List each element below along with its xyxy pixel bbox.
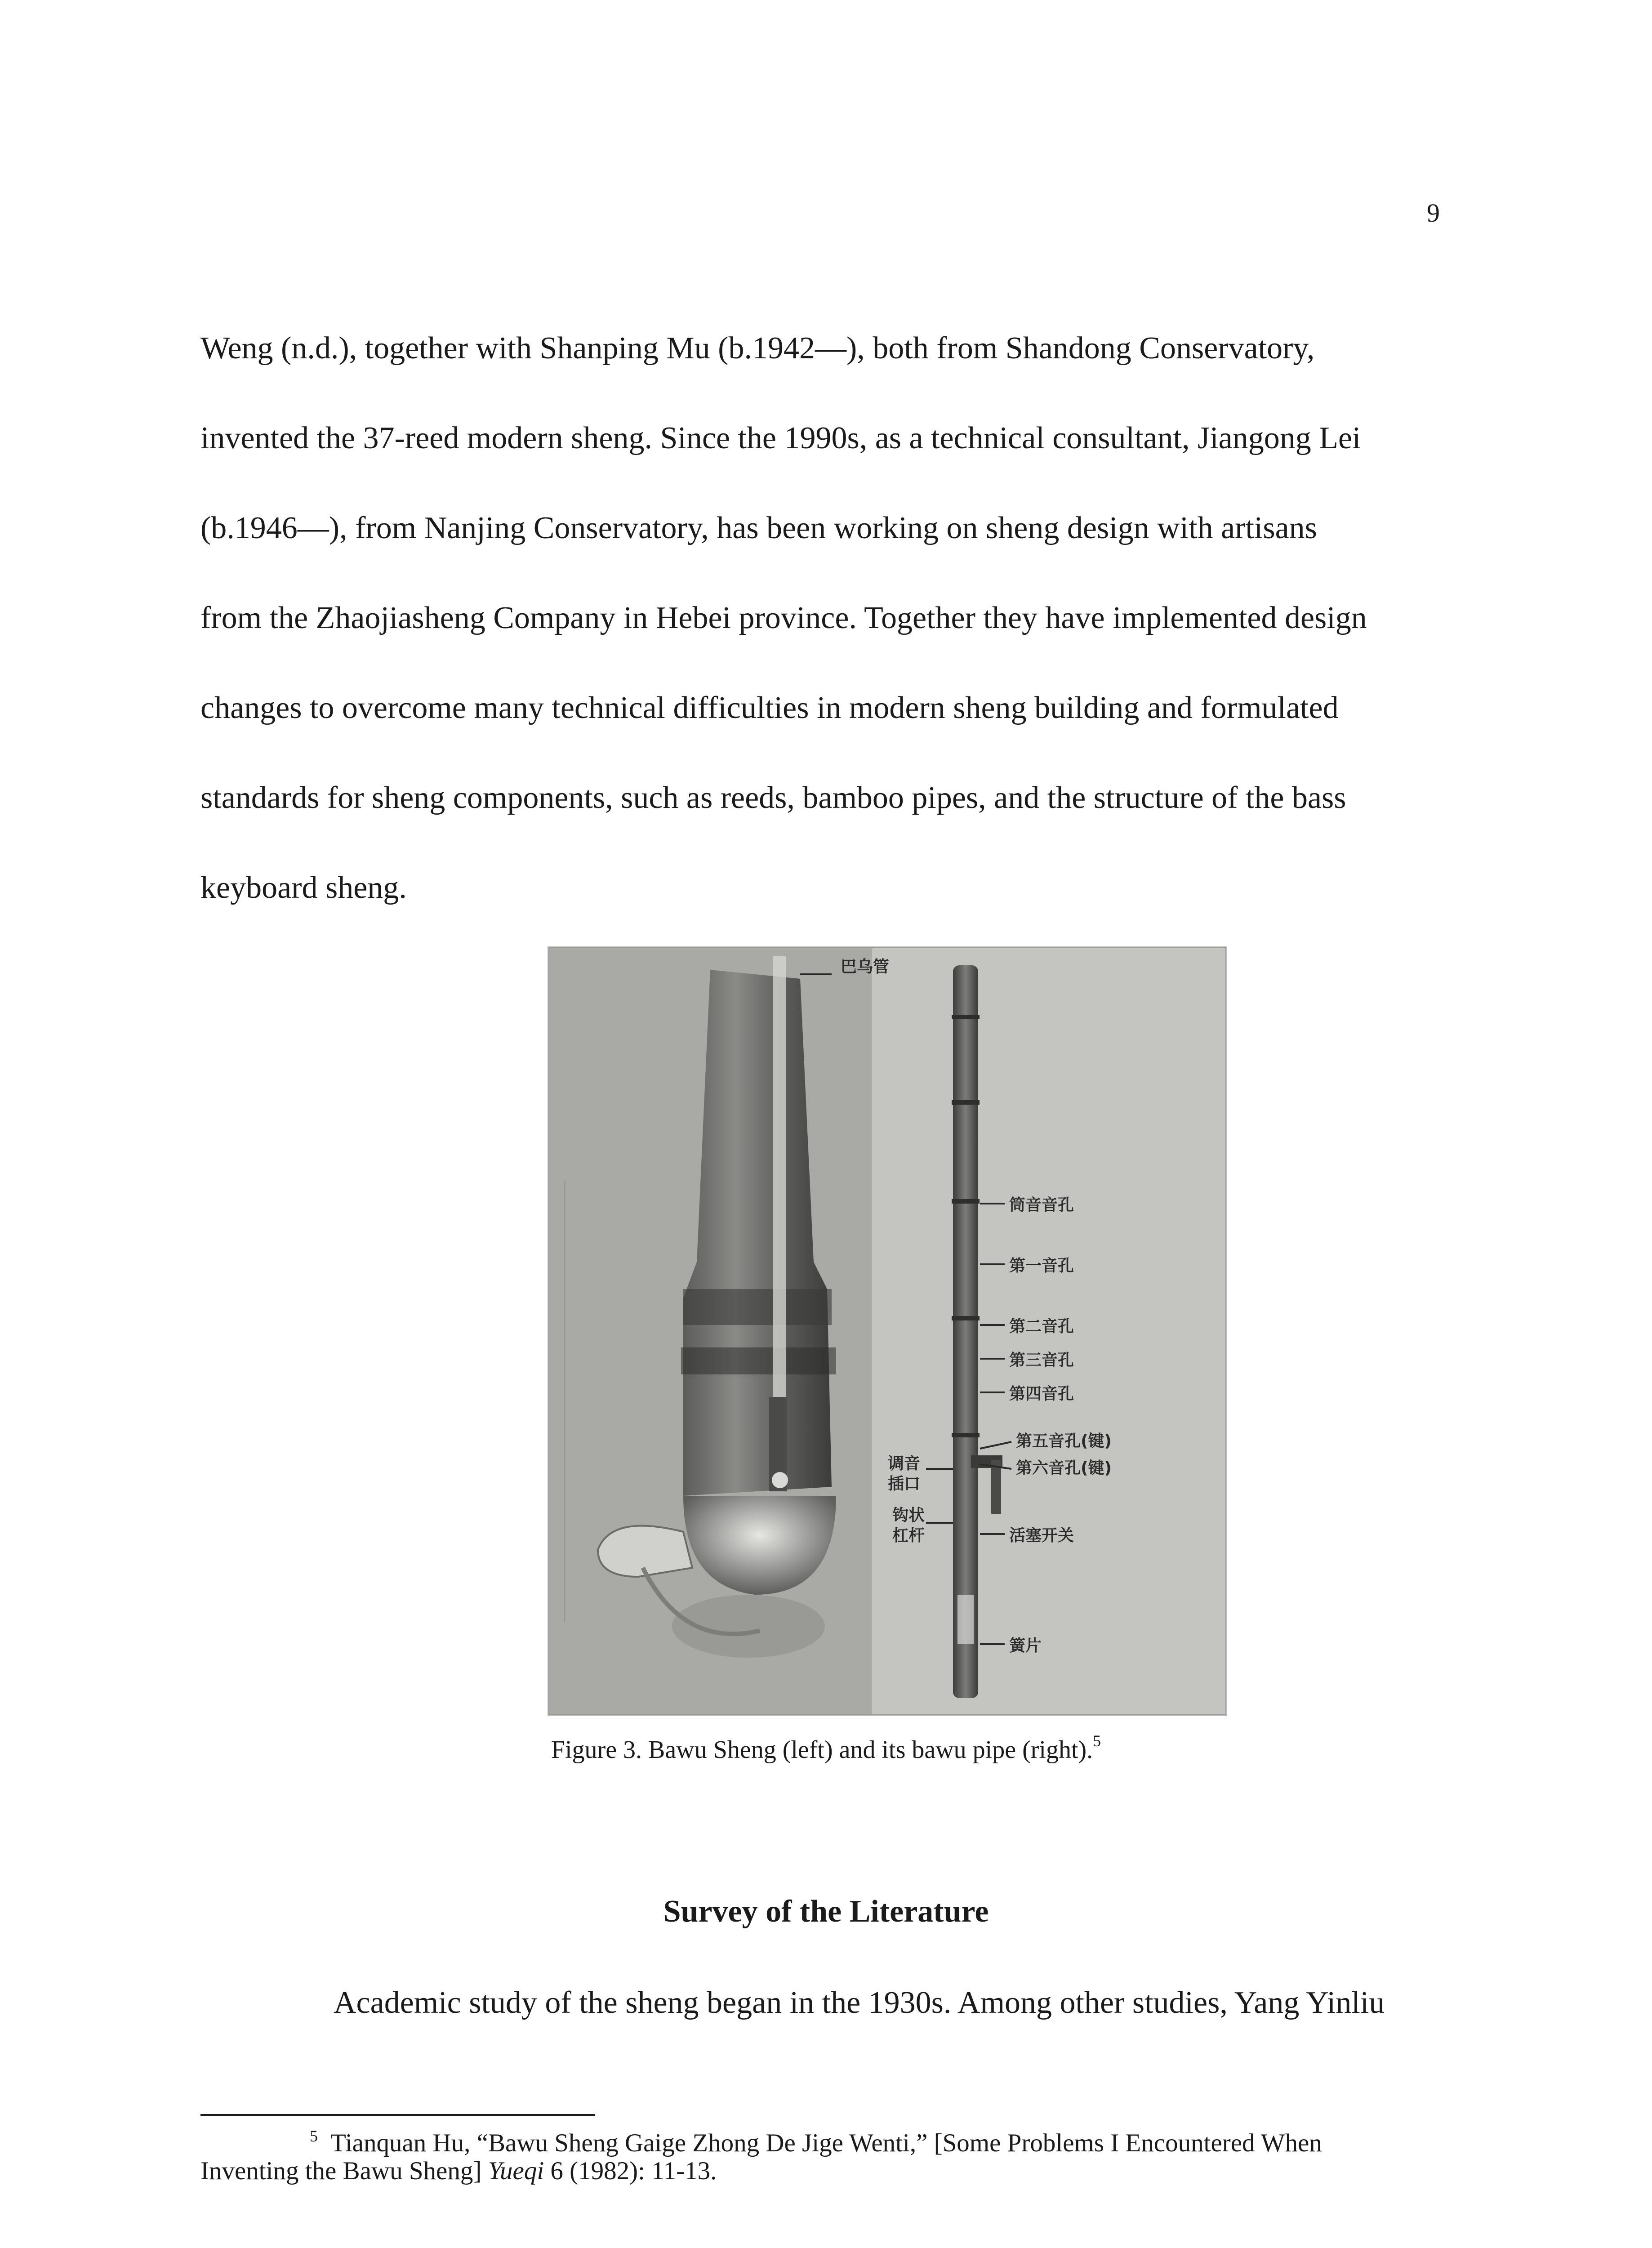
label-tuning-socket-2: 插口 xyxy=(888,1475,921,1493)
footnote xyxy=(200,2129,1459,2185)
footnote-number: 5 xyxy=(310,2127,318,2145)
label-hook-lever-1: 钩状 xyxy=(892,1506,925,1525)
footnote-text-3: 6 (1982): 11-13. xyxy=(544,2157,717,2185)
page-number: 9 xyxy=(1427,198,1440,227)
figure-caption xyxy=(0,1732,1652,1764)
figure-caption-text: Figure 3. Bawu Sheng (left) and its bawu pipe (right). xyxy=(551,1736,1093,1764)
label-hole-5-key: 第五音孔(键) xyxy=(1016,1432,1112,1450)
label-reed: 簧片 xyxy=(1009,1637,1042,1655)
bawu-pipe-insert xyxy=(773,956,786,1406)
figure-bawu-sheng-photo xyxy=(548,946,1227,1716)
label-hole-2: 第二音孔 xyxy=(1009,1317,1074,1336)
footnote-line-1 xyxy=(200,2129,1459,2157)
label-bottom-hole: 筒音音孔 xyxy=(1009,1196,1074,1214)
label-hole-6-key: 第六音孔(键) xyxy=(1016,1459,1112,1477)
footnote-text-1: Tianquan Hu, “Bawu Sheng Gaige Zhong De Jige Wenti,” [Some Problems I Encountered When xyxy=(330,2129,1322,2157)
footnote-journal: Yueqi xyxy=(488,2157,544,2185)
label-hole-3: 第三音孔 xyxy=(1009,1351,1074,1369)
paragraph-first-line: Academic study of the sheng began in the 1930s. Among other studies, Yang Yinliu xyxy=(334,1985,1385,2020)
reed xyxy=(957,1595,974,1644)
label-tuning-socket-1: 调音 xyxy=(888,1454,921,1473)
label-hook-lever-2: 杠杆 xyxy=(892,1526,925,1545)
label-hole-1: 第一音孔 xyxy=(1009,1257,1074,1275)
footnote-line-2 xyxy=(200,2157,1459,2185)
figure-drawing xyxy=(548,947,1226,1715)
footnote-reference: 5 xyxy=(1093,1732,1101,1750)
label-piston-switch: 活塞开关 xyxy=(1009,1526,1074,1545)
footnote-separator xyxy=(200,2114,595,2116)
section-heading: Survey of the Literature xyxy=(663,1894,989,1929)
footnote-text-2: Inventing the Bawu Sheng] xyxy=(200,2157,488,2185)
label-hole-4: 第四音孔 xyxy=(1009,1385,1074,1403)
label-bawu-tube: 巴乌管 xyxy=(841,958,890,976)
